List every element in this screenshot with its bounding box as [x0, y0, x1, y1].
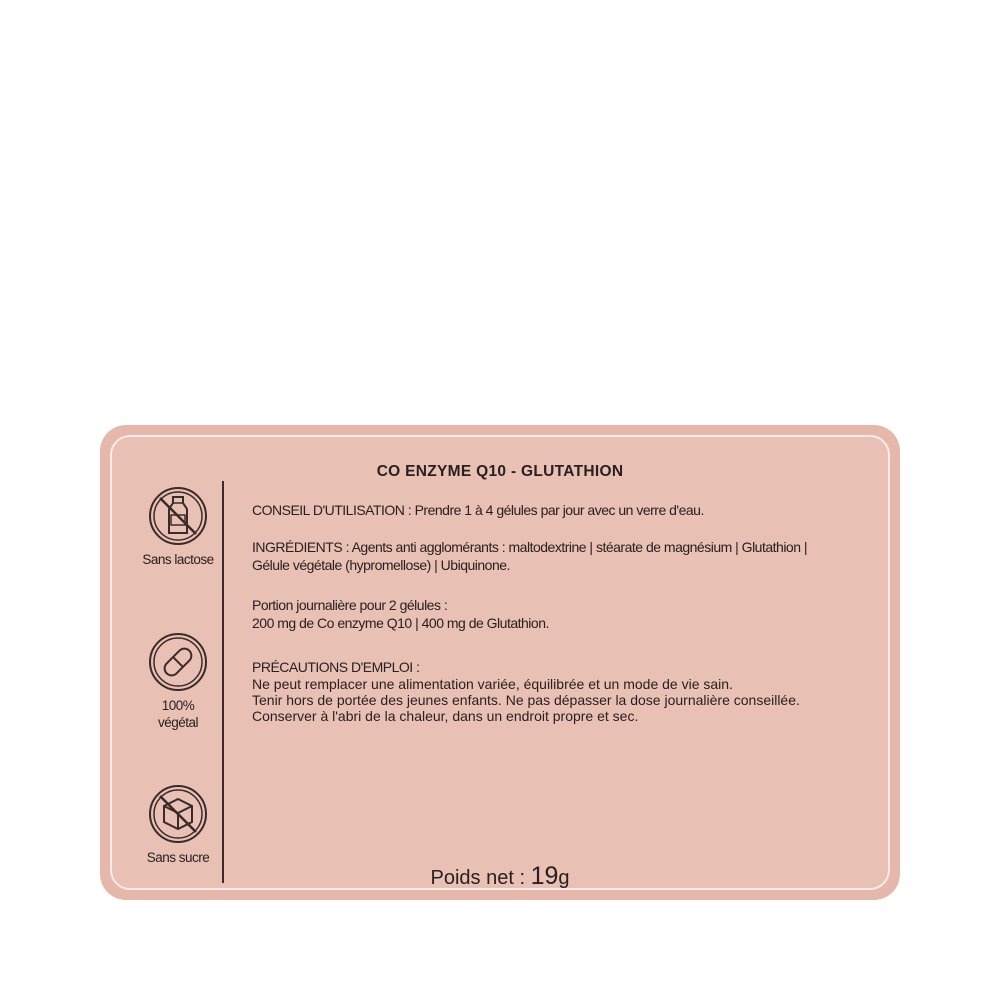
badge-label: Sans sucre	[146, 850, 210, 865]
product-label	[100, 425, 900, 900]
no-sugar-cube-icon	[147, 783, 209, 845]
badge-vegetal	[124, 631, 232, 731]
badge-sans-sucre	[124, 783, 232, 866]
usage-advice: CONSEIL D'UTILISATION : Prendre 1 à 4 gélules par jour avec un verre d'eau.	[252, 502, 704, 518]
net-weight-label: Poids net :	[430, 867, 531, 889]
no-lactose-bottle-icon	[147, 485, 209, 547]
daily-portion-heading: Portion journalière pour 2 gélules :	[252, 597, 448, 613]
net-weight	[112, 862, 888, 891]
ingredients-line2: Gélule végétale (hypromellose) | Ubiquinone.	[252, 557, 510, 573]
net-weight-unit: g	[558, 867, 570, 889]
precautions-heading: PRÉCAUTIONS D'EMPLOI :	[252, 659, 420, 675]
label-text-content	[252, 501, 892, 742]
precautions-line3: Conserver à l'abri de la chaleur, dans un endroit propre et sec.	[252, 708, 639, 724]
badge-label-line1: 100%	[161, 698, 195, 713]
net-weight-value: 19	[530, 862, 559, 890]
badge-label: Sans lactose	[142, 552, 214, 567]
precautions-line2: Tenir hors de portée des jeunes enfants. Ne pas dépasser la dose journalière conseillée.	[252, 692, 800, 708]
ingredients-line1: INGRÉDIENTS : Agents anti agglomérants : maltodextrine | stéarate de magnésium | Glutathion |	[252, 539, 808, 555]
label-panel	[110, 435, 890, 890]
capsule-icon	[147, 631, 209, 693]
daily-portion-values: 200 mg de Co enzyme Q10 | 400 mg de Glutathion.	[252, 615, 549, 631]
badge-label-line2: végétal	[157, 715, 199, 730]
precautions-line1: Ne peut remplacer une alimentation variée, équilibrée et un mode de vie sain.	[252, 676, 733, 692]
product-title: CO ENZYME Q10 - GLUTATHION	[376, 463, 624, 480]
badge-sans-lactose	[124, 485, 232, 568]
